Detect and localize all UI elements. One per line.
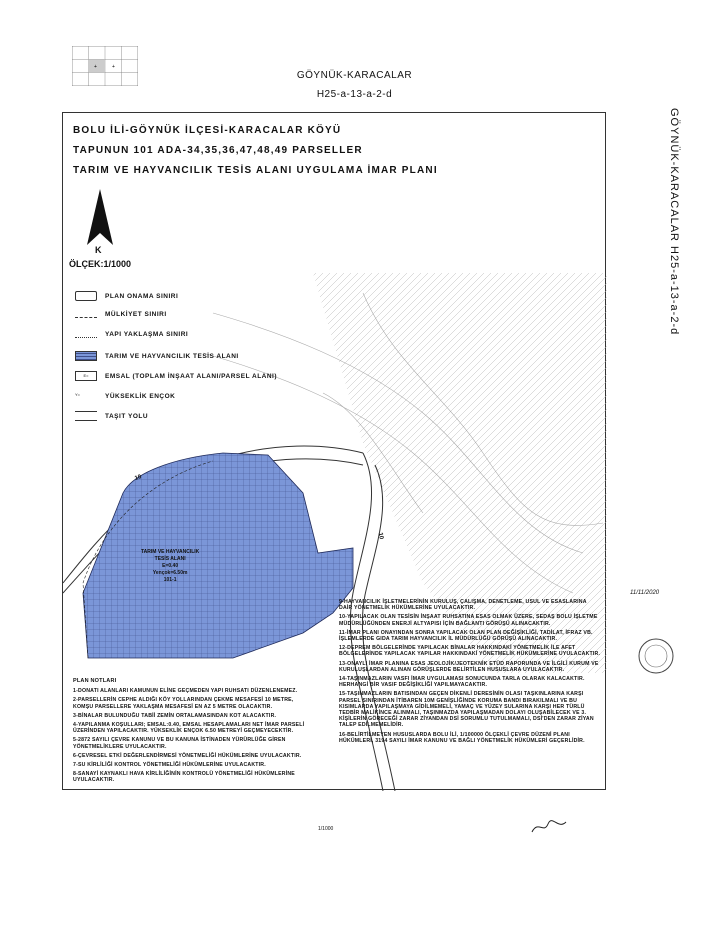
blue-grid-icon: [75, 351, 97, 361]
bottom-scale: 1/1000: [318, 826, 334, 832]
legend-label: TAŞIT YOLU: [105, 412, 149, 420]
zone-label-line1: TARIM VE HAYVANCILIK: [141, 549, 200, 555]
legend-item-tesis-alani: [75, 351, 239, 361]
official-seal-icon: [636, 636, 676, 676]
tarim-hayvancilik-zone: [83, 453, 353, 658]
note-item: 7-SU KİRLİLİĞİ KONTROL YÖNETMELİĞİ HÜKÜMLERİNE UYULACAKTIR.: [73, 762, 266, 769]
legend-label: TARIM VE HAYVANCILIK TESİS ALANI: [105, 352, 239, 360]
zone-label: [141, 549, 199, 584]
legend-item-yukseklik: [75, 391, 175, 401]
svg-text:+: +: [94, 64, 97, 70]
note-item: 15-TAŞINMAZLARIN BATISINDAN GEÇEN DİKENLİ DERESİNİN OLASI TAŞKINLARINA KARŞI PARSEL SINIRINDAN İTİBAREN 10M GENİŞLİĞİNDE KORUMA BANDI BIRAKILMALI VE BU KISIMLARDA YAPILAŞMAYA GİDİLMEMELİ, YAMAÇ VE YÜZEY SULARINA KARŞI HER TÜRLÜ TEDBİR MALİKİNCE ALINMALI, TAŞINMAZDA YAPILAŞMADAN DOLAYI OLUŞABİLECEK VE 3. KİŞİLERİN GÖRECEĞİ ZARAR ZİYANDAN DSİ SORUMLU TUTULMAMALI, DSİ'DEN ZARAR ZİYAN TALEP EDİLMEMELİDİR.: [339, 691, 594, 729]
note-item: 9-HAYVANCILIK İŞLETMELERİNİN KURULUŞ, ÇALIŞMA, DENETLEME, USUL VE ESASLARINA DAİR YÖNETMELİK HÜKÜMLERİNE UYULACAKTIR.: [339, 599, 587, 612]
zone-label-line2: TESİS ALANI: [154, 556, 186, 562]
legend-label: MÜLKİYET SINIRI: [105, 311, 167, 318]
zone-label-line4: Yençok=6.50m: [152, 570, 188, 576]
note-item: 12-DEPREM BÖLGELERİNDE YAPILACAK BİNALAR HAKKINDAKİ YÖNETMELİK İLE AFET BÖLGELERİNDE YAPILACAK YAPILAR HAKKINDAKİ YÖNETMELİK HÜKÜMLERİNE UYULACAKTIR.: [339, 645, 601, 658]
legend-label: PLAN ONAMA SINIRI: [105, 292, 179, 300]
road-width-label-2: 10: [376, 532, 384, 540]
height-icon: Y=: [75, 391, 97, 401]
note-item: 1-DONATI ALANLARI KAMUNUN ELİNE GEÇMEDEN YAPI RUHSATI DÜZENLENEMEZ.: [73, 688, 298, 695]
zone-label-line5: 101-1: [163, 577, 177, 583]
plan-title-line1: BOLU İLİ-GÖYNÜK İLÇESİ-KARACALAR KÖYÜ: [73, 125, 342, 136]
circles-icon: [75, 291, 97, 301]
signature-icon: [530, 818, 570, 836]
stamp-date: 11/11/2020: [630, 590, 660, 596]
note-item: 6-ÇEVRESEL ETKİ DEĞERLENDİRMESİ YÖNETMELİĞİ HÜKÜMLERİNE UYULACAKTIR.: [73, 752, 302, 759]
legend: [75, 291, 335, 441]
road-icon: [75, 411, 97, 421]
legend-item-tasit-yolu: [75, 411, 148, 421]
note-item: 4-YAPILANMA KOŞULLARI; EMSAL:0.40, EMSAL HESAPLAMALARI NET İMAR PARSELİ ÜZERİNDEN YAPILACAKTIR. YÜKSEKLİK ENÇOK 6.50 METREYİ GEÇMEYECEKTİR.: [73, 722, 305, 735]
location-title: GÖYNÜK-KARACALAR: [296, 70, 413, 81]
legend-label: EMSAL (TOPLAM İNŞAAT ALANI/PARSEL ALANI): [105, 372, 278, 380]
note-item: 8-SANAYİ KAYNAKLI HAVA KİRLİLİĞİNİN KONTROLÜ YÖNETMELİĞİ HÜKÜMLERİNE UYULACAKTIR.: [73, 771, 295, 784]
legend-item-yapi-yaklasma: [75, 331, 188, 338]
note-item: 11-İMAR PLANI ONAYINDAN SONRA YAPILACAK OLAN PLAN DEĞİŞİKLİĞİ, TADİLAT, İFRAZ VB. İŞLEMLERDE GIDA TARIM HAYVANCILIK İL MÜDÜRLÜĞÜ GÖRÜŞÜ ALINACAKTIR.: [339, 629, 593, 643]
legend-item-mulkiyet: [75, 311, 167, 318]
north-letter: K: [95, 245, 102, 255]
plan-title-line2: TAPUNUN 101 ADA-34,35,36,47,48,49 PARSELLER: [73, 145, 363, 156]
side-sheet-label: GÖYNÜK-KARACALAR H25-a-13-a-2-d: [668, 108, 680, 336]
plan-title-line3: TARIM VE HAYVANCILIK TESİS ALANI UYGULAMA İMAR PLANI: [73, 165, 438, 176]
svg-text:+: +: [112, 64, 115, 70]
notes-heading: PLAN NOTLARI: [73, 678, 117, 684]
emsal-icon: E=: [75, 371, 97, 381]
road-width-label: 10: [134, 474, 143, 482]
note-item: 2-PARSELLERİN CEPHE ALDIĞI KÖY YOLLARINDAN ÇEKME MESAFESİ 10 METRE, KOMŞU PARSELLERE YAKLAŞMA MESAFESİ EN AZ 5 METRE OLACAKTIR.: [73, 697, 294, 710]
dash-line-icon: [75, 312, 97, 318]
note-item: 13-ONAYLI İMAR PLANINA ESAS JEOLOJİK/JEOTEKNİK ETÜD RAPORUNDA VE İLGİLİ KURUM VE KURULUŞLARDAN ALINAN GÖRÜŞLERDE BELİRTİLEN HUSUSLARA UYULACAKTIR.: [339, 660, 599, 673]
north-arrow-icon: [87, 189, 113, 245]
note-item: 14-TAŞINMAZLARIN VASFI İMAR UYGULAMASI SONUCUNDA TARLA OLARAK KALACAKTIR. HERHANGİ BİR VASIF DEĞİŞİKLİĞİ YAPILMAYACAKTIR.: [339, 676, 585, 689]
dotted-line-icon: [75, 332, 97, 338]
note-item: 3-BİNALAR BULUNDUĞU TABİİ ZEMİN ORTALAMASINDAN KOT ALACAKTIR.: [73, 712, 277, 719]
legend-label: YÜKSEKLİK ENÇOK: [105, 392, 176, 400]
legend-item-emsal: [75, 371, 277, 381]
legend-item-plan-onama: [75, 291, 178, 301]
map-frame: [62, 112, 606, 790]
note-item: 16-BELİRTİLMEYEN HUSUSLARDA BOLU İLİ, 1/100000 ÖLÇEKLİ ÇEVRE DÜZENİ PLANI HÜKÜMLERİ, 3194 SAYILI İMAR KANUNU VE BAĞLI YÖNETMELİK HÜKÜMLERİ GEÇERLİDİR.: [339, 731, 585, 744]
scale-label: ÖLÇEK:1/1000: [69, 259, 132, 269]
notes-right: [339, 599, 601, 747]
legend-label: YAPI YAKLAŞMA SINIRI: [105, 331, 189, 338]
note-item: 5-2872 SAYILI ÇEVRE KANUNU VE BU KANUNA İSTİNADEN YÜRÜRLÜĞE GİREN YÖNETMELİKLERE UYULACAKTIR.: [73, 737, 286, 750]
notes-left: [73, 678, 313, 787]
note-item: 10-YAPILACAK OLAN TESİSİN İNŞAAT RUHSATINA ESAS OLMAK ÜZERE, SEDAŞ BOLU İŞLETME MÜDÜRLÜĞÜNDEN ENERJİ ALTYAPISI İÇİN BAĞLANTI GÖRÜŞÜ ALINACAKTIR.: [339, 614, 598, 627]
sheet-code: H25-a-13-a-2-d: [316, 89, 393, 100]
zone-label-line3: E=0.40: [162, 563, 179, 569]
